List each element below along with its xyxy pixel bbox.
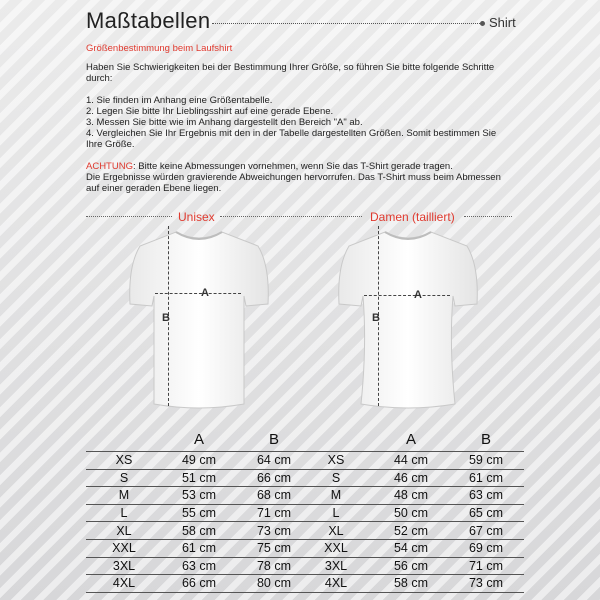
size-cell: S bbox=[298, 469, 374, 487]
instructions bbox=[86, 62, 506, 194]
a-cell: 55 cm bbox=[162, 504, 236, 522]
table-row bbox=[298, 539, 524, 557]
table-row bbox=[86, 469, 312, 487]
size-cell: XXL bbox=[86, 539, 162, 557]
b-cell: 63 cm bbox=[448, 487, 524, 505]
step-1: 1. Sie finden im Anhang eine Größentabelle. bbox=[86, 95, 273, 106]
table-header-size bbox=[86, 427, 162, 452]
a-cell: 52 cm bbox=[374, 522, 448, 540]
table-header-a: A bbox=[405, 430, 416, 448]
size-cell: XS bbox=[86, 452, 162, 470]
title-divider bbox=[212, 23, 482, 24]
divider-middle bbox=[220, 216, 362, 217]
size-cell: 4XL bbox=[86, 575, 162, 593]
table-row bbox=[86, 504, 312, 522]
b-cell: 80 cm bbox=[236, 575, 312, 593]
table-row bbox=[298, 487, 524, 505]
intro-paragraph: Haben Sie Schwierigkeiten bei der Bestimmung Ihrer Größe, so führen Sie bitte folgende Schritte durch: bbox=[86, 62, 495, 84]
a-cell: 51 cm bbox=[162, 469, 236, 487]
a-cell: 61 cm bbox=[162, 539, 236, 557]
b-cell: 61 cm bbox=[448, 469, 524, 487]
step-4: 4. Vergleichen Sie Ihr Ergebnis mit den in der Tabelle dargestellten Größen. Somit bestimmen Sie Ihre Größe. bbox=[86, 128, 497, 150]
size-cell: L bbox=[298, 504, 374, 522]
table-row bbox=[298, 469, 524, 487]
b-cell: 73 cm bbox=[236, 522, 312, 540]
size-cell: L bbox=[86, 504, 162, 522]
table-row bbox=[298, 557, 524, 575]
damen-shirt-illustration bbox=[327, 226, 489, 416]
a-cell: 58 cm bbox=[374, 575, 448, 593]
b-cell: 73 cm bbox=[448, 575, 524, 593]
size-cell: 4XL bbox=[298, 575, 374, 593]
a-cell: 44 cm bbox=[374, 452, 448, 470]
unisex-label: Unisex bbox=[178, 210, 215, 224]
b-cell: 68 cm bbox=[236, 487, 312, 505]
b-cell: 65 cm bbox=[448, 504, 524, 522]
b-cell: 69 cm bbox=[448, 539, 524, 557]
table-header-a: A bbox=[193, 430, 204, 448]
b-cell: 75 cm bbox=[236, 539, 312, 557]
a-cell: 66 cm bbox=[162, 575, 236, 593]
a-cell: 56 cm bbox=[374, 557, 448, 575]
unisex-measure-b-label: B bbox=[162, 312, 170, 324]
warning-text: : Bitte keine Abmessungen vornehmen, wenn Sie das T-Shirt gerade tragen. bbox=[132, 161, 453, 172]
b-cell: 67 cm bbox=[448, 522, 524, 540]
a-cell: 63 cm bbox=[162, 557, 236, 575]
unisex-shirt-illustration bbox=[118, 226, 280, 416]
table-header-row bbox=[298, 427, 524, 452]
size-cell: XS bbox=[298, 452, 374, 470]
a-cell: 50 cm bbox=[374, 504, 448, 522]
size-cell: M bbox=[298, 487, 374, 505]
table-header-row bbox=[86, 427, 312, 452]
size-cell: 3XL bbox=[298, 557, 374, 575]
table-row bbox=[298, 522, 524, 540]
damen-measure-a-label: A bbox=[414, 289, 422, 301]
damen-size-table bbox=[298, 427, 524, 593]
size-cell: XL bbox=[298, 522, 374, 540]
b-cell: 71 cm bbox=[448, 557, 524, 575]
table-row bbox=[86, 557, 312, 575]
b-cell: 71 cm bbox=[236, 504, 312, 522]
section-heading: Größenbestimmung beim Laufshirt bbox=[86, 43, 233, 54]
unisex-size-table bbox=[86, 427, 312, 593]
table-header-b: B bbox=[268, 430, 279, 448]
step-3: 3. Messen Sie bitte wie im Anhang dargestellt den Bereich "A" ab. bbox=[86, 117, 363, 128]
damen-label: Damen (tailliert) bbox=[370, 210, 455, 224]
warning-label: ACHTUNG bbox=[86, 161, 133, 172]
b-cell: 78 cm bbox=[236, 557, 312, 575]
a-cell: 53 cm bbox=[162, 487, 236, 505]
b-cell: 64 cm bbox=[236, 452, 312, 470]
divider-left bbox=[86, 216, 172, 217]
size-cell: XL bbox=[86, 522, 162, 540]
damen-measure-b-label: B bbox=[372, 312, 380, 324]
b-cell: 59 cm bbox=[448, 452, 524, 470]
size-cell: XXL bbox=[298, 539, 374, 557]
a-cell: 46 cm bbox=[374, 469, 448, 487]
table-row bbox=[298, 575, 524, 593]
table-header-b: B bbox=[480, 430, 491, 448]
a-cell: 48 cm bbox=[374, 487, 448, 505]
warning bbox=[86, 161, 506, 172]
page-title: Maßtabellen bbox=[86, 8, 211, 33]
size-cell: 3XL bbox=[86, 557, 162, 575]
divider-right bbox=[464, 216, 512, 217]
a-cell: 58 cm bbox=[162, 522, 236, 540]
warning-text-2: Die Ergebnisse würden gravierende Abweichungen hervorrufen. Das T-Shirt muss beim Abmessen auf einer geraden Ebene liegen. bbox=[86, 172, 501, 194]
table-row bbox=[86, 522, 312, 540]
a-cell: 54 cm bbox=[374, 539, 448, 557]
table-header-size bbox=[298, 427, 374, 452]
size-cell: S bbox=[86, 469, 162, 487]
a-cell: 49 cm bbox=[162, 452, 236, 470]
b-cell: 66 cm bbox=[236, 469, 312, 487]
damen-measure-a-line bbox=[364, 295, 450, 296]
category-label: Shirt bbox=[489, 15, 516, 30]
step-2: 2. Legen Sie bitte Ihr Lieblingsshirt auf eine gerade Ebene. bbox=[86, 106, 334, 117]
table-row bbox=[86, 452, 312, 470]
unisex-measure-a-label: A bbox=[201, 287, 209, 299]
size-cell: M bbox=[86, 487, 162, 505]
table-row bbox=[298, 452, 524, 470]
table-row bbox=[86, 539, 312, 557]
table-row bbox=[86, 575, 312, 593]
table-row bbox=[86, 487, 312, 505]
table-row bbox=[298, 504, 524, 522]
